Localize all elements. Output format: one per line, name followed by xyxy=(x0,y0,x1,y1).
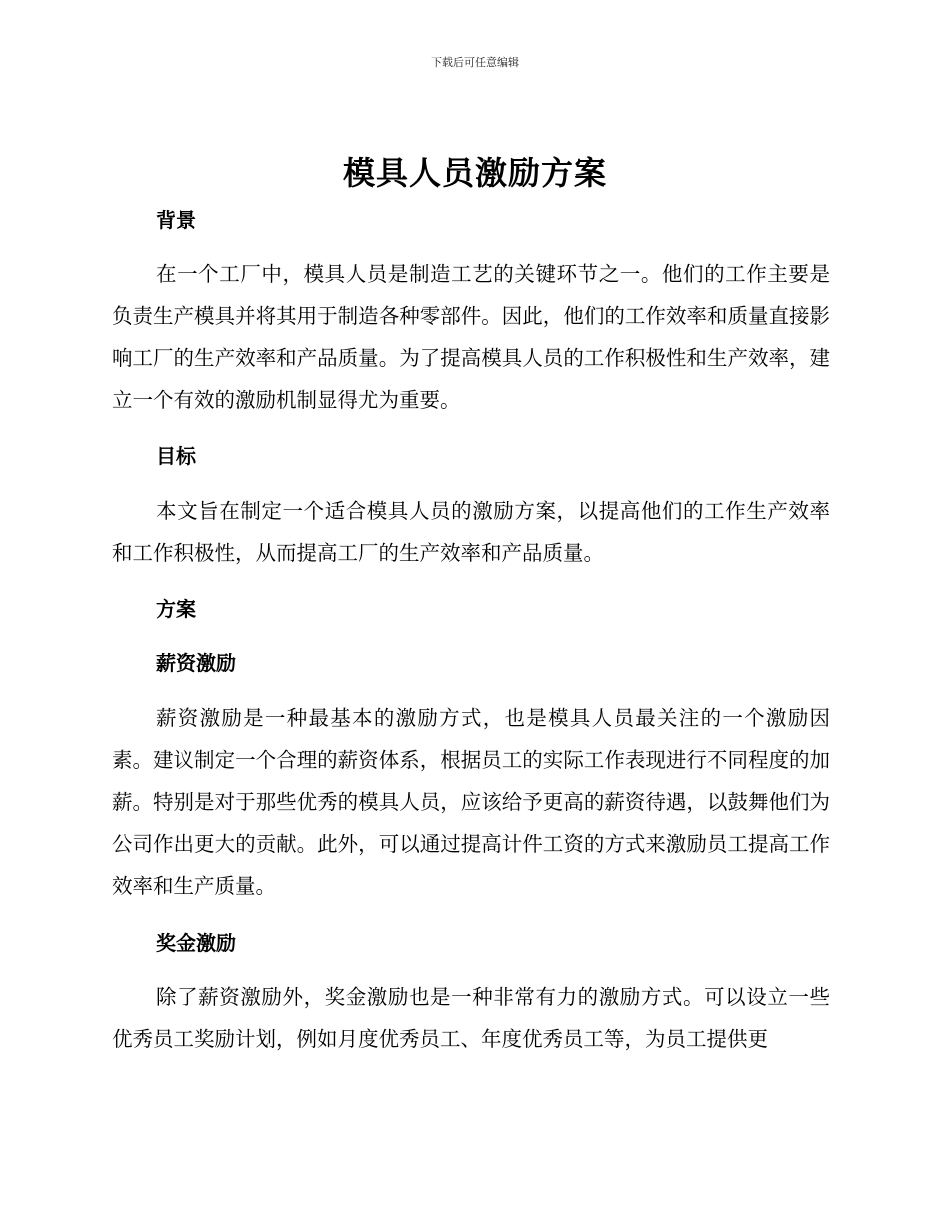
document-title: 模具人员激励方案 xyxy=(342,154,607,192)
section-paragraph-goal: 本文旨在制定一个适合模具人员的激励方案，以提高他们的工作生产效率和工作积极性，从而提高工厂的生产效率和产品质量。 xyxy=(112,499,830,565)
section-heading-plan: 方案 xyxy=(156,597,196,621)
section-paragraph-bonus-incentive: 除了薪资激励外，奖金激励也是一种非常有力的激励方式。可以设立一些优秀员工奖励计划，例如月度优秀员工、年度优秀员工等，为员工提供更 xyxy=(112,985,830,1051)
section-heading-goal: 目标 xyxy=(156,444,196,468)
section-heading-salary-incentive: 薪资激励 xyxy=(156,651,236,675)
section-heading-background: 背景 xyxy=(156,208,196,232)
section-paragraph-background: 在一个工厂中，模具人员是制造工艺的关键环节之一。他们的工作主要是负责生产模具并将其用于制造各种零部件。因此，他们的工作效率和质量直接影响工厂的生产效率和产品质量。为了提高模具人员的工作积极性和生产效率，建立一个有效的激励机制显得尤为重要。 xyxy=(112,262,830,412)
section-heading-bonus-incentive: 奖金激励 xyxy=(156,931,236,955)
page-header-note: 下载后可任意编辑 xyxy=(431,56,519,69)
section-paragraph-salary-incentive: 薪资激励是一种最基本的激励方式，也是模具人员最关注的一个激励因素。建议制定一个合理的薪资体系，根据员工的实际工作表现进行不同程度的加薪。特别是对于那些优秀的模具人员，应该给予更高的薪资待遇，以鼓舞他们为公司作出更大的贡献。此外，可以通过提高计件工资的方式来激励员工提高工作效率和生产质量。 xyxy=(112,706,830,898)
